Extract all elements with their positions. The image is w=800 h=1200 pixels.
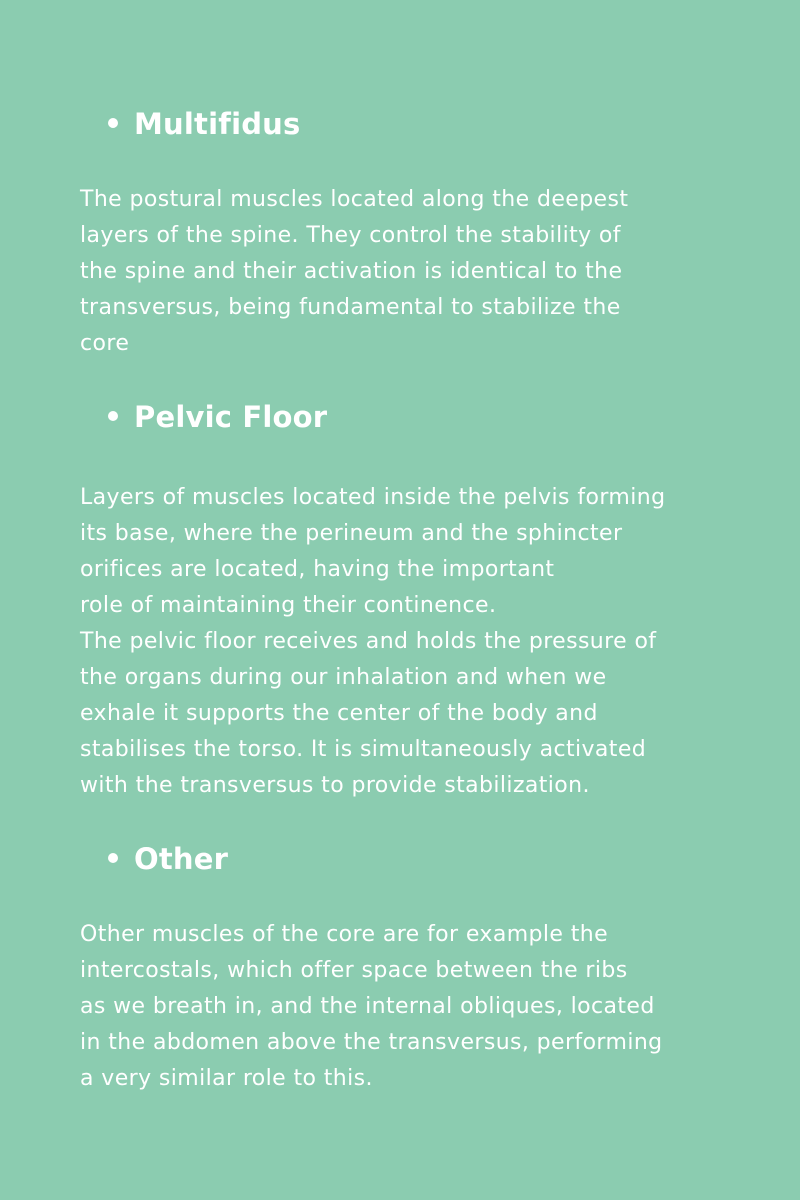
text-line: with the transversus to provide stabilization. (80, 773, 590, 798)
text-line: Other muscles of the core are for example the (80, 922, 609, 947)
text-line: orifices are located, having the important (80, 557, 555, 582)
paragraph-pelvic-floor (80, 480, 730, 804)
heading-text: Pelvic Floor (134, 400, 328, 434)
text-line: layers of the spine. They control the stability of (80, 223, 621, 248)
bullet-icon (108, 411, 118, 421)
heading-text: Multifidus (134, 107, 301, 141)
text-line: its base, where the perineum and the sphincter (80, 521, 623, 546)
text-line: core (80, 331, 130, 356)
text-line: The postural muscles located along the deepest (80, 187, 629, 212)
heading-pelvic-floor (108, 399, 327, 435)
text-line: intercostals, which offer space between the ribs (80, 958, 628, 983)
heading-text: Other (134, 842, 229, 876)
text-line: exhale it supports the center of the body and (80, 701, 598, 726)
heading-multifidus (108, 106, 300, 142)
text-line: The pelvic floor receives and holds the pressure of (80, 629, 657, 654)
text-line: as we breath in, and the internal obliques, located (80, 994, 655, 1019)
text-line: role of maintaining their continence. (80, 593, 497, 618)
text-line: stabilises the torso. It is simultaneously activated (80, 737, 647, 762)
text-line: the spine and their activation is identical to the (80, 259, 623, 284)
bullet-icon (108, 853, 118, 863)
bullet-icon (108, 118, 118, 128)
text-line: Layers of muscles located inside the pelvis forming (80, 485, 666, 510)
text-line: transversus, being fundamental to stabilize the (80, 295, 621, 320)
paragraph-multifidus (80, 182, 730, 362)
text-line: a very similar role to this. (80, 1066, 373, 1091)
heading-other (108, 841, 228, 877)
paragraph-other (80, 917, 730, 1097)
text-line: in the abdomen above the transversus, performing (80, 1030, 663, 1055)
text-line: the organs during our inhalation and when we (80, 665, 607, 690)
